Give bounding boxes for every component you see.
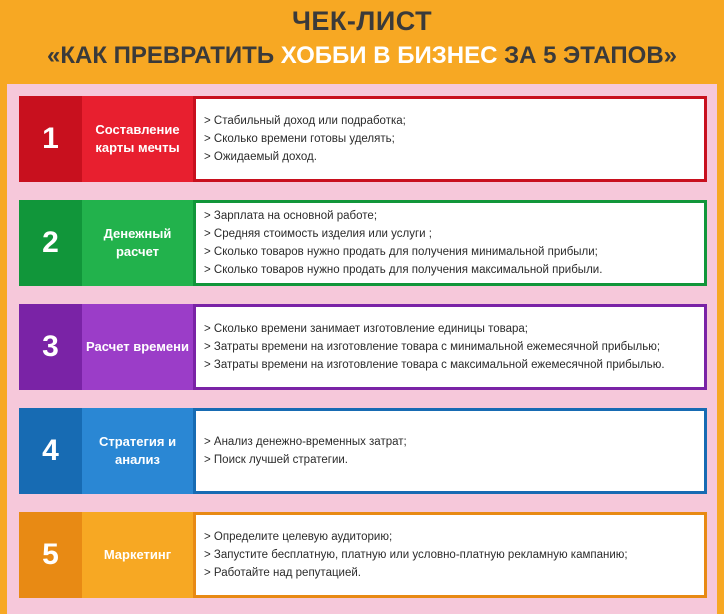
step-item: > Стабильный доход или подработка; xyxy=(204,115,406,127)
step-label: Стратегия и анализ xyxy=(82,408,193,494)
step-number: 3 xyxy=(19,304,82,390)
step-content xyxy=(193,512,707,598)
step-number: 2 xyxy=(19,200,82,286)
step-content xyxy=(193,304,707,390)
step-number: 1 xyxy=(19,96,82,182)
step-content xyxy=(193,408,707,494)
step-number: 4 xyxy=(19,408,82,494)
title-highlight: ХОББИ В БИЗНЕС xyxy=(280,42,498,69)
step-item: > Сколько товаров нужно продать для получения максимальной прибыли. xyxy=(204,264,603,276)
header xyxy=(0,0,724,88)
step-content xyxy=(193,96,707,182)
step-item: > Сколько времени готовы уделять; xyxy=(204,133,395,145)
step-item: > Сколько времени занимает изготовление единицы товара; xyxy=(204,323,528,335)
title-part-1: «КАК ПРЕВРАТИТЬ xyxy=(46,42,281,69)
step-label: Маркетинг xyxy=(82,512,193,598)
title-line-1: ЧЕК-ЛИСТ xyxy=(291,6,433,36)
step-item: > Сколько товаров нужно продать для получения минимальной прибыли; xyxy=(204,246,598,258)
title-part-2: ЗА 5 ЭТАПОВ» xyxy=(497,42,677,69)
step-item: > Затраты времени на изготовление товара с минимальной ежемесячной прибылью; xyxy=(204,341,661,353)
step-row-3 xyxy=(19,304,707,390)
step-row-1 xyxy=(19,96,707,182)
step-item: > Ожидаемый доход. xyxy=(204,151,317,163)
step-item: > Определите целевую аудиторию; xyxy=(204,531,393,543)
step-row-2 xyxy=(19,200,707,286)
step-item: > Работайте над репутацией. xyxy=(204,567,361,579)
step-label: Расчет времени xyxy=(82,304,193,390)
step-item: > Затраты времени на изготовление товара с максимальной ежемесячной прибылью. xyxy=(204,359,665,371)
step-item: > Запустите бесплатную, платную или условно-платную рекламную кампанию; xyxy=(204,549,628,561)
checklist-panel xyxy=(7,84,717,614)
step-label: Составление карты мечты xyxy=(82,96,193,182)
step-item: > Средняя стоимость изделия или услуги ; xyxy=(204,228,432,240)
step-row-4 xyxy=(19,408,707,494)
step-item: > Анализ денежно-временных затрат; xyxy=(204,436,407,448)
step-content xyxy=(193,200,707,286)
step-label: Денежный расчет xyxy=(82,200,193,286)
title-line-2 xyxy=(0,42,724,70)
step-item: > Поиск лучшей стратегии. xyxy=(204,454,348,466)
step-number: 5 xyxy=(19,512,82,598)
step-row-5 xyxy=(19,512,707,598)
step-item: > Зарплата на основной работе; xyxy=(204,210,378,222)
